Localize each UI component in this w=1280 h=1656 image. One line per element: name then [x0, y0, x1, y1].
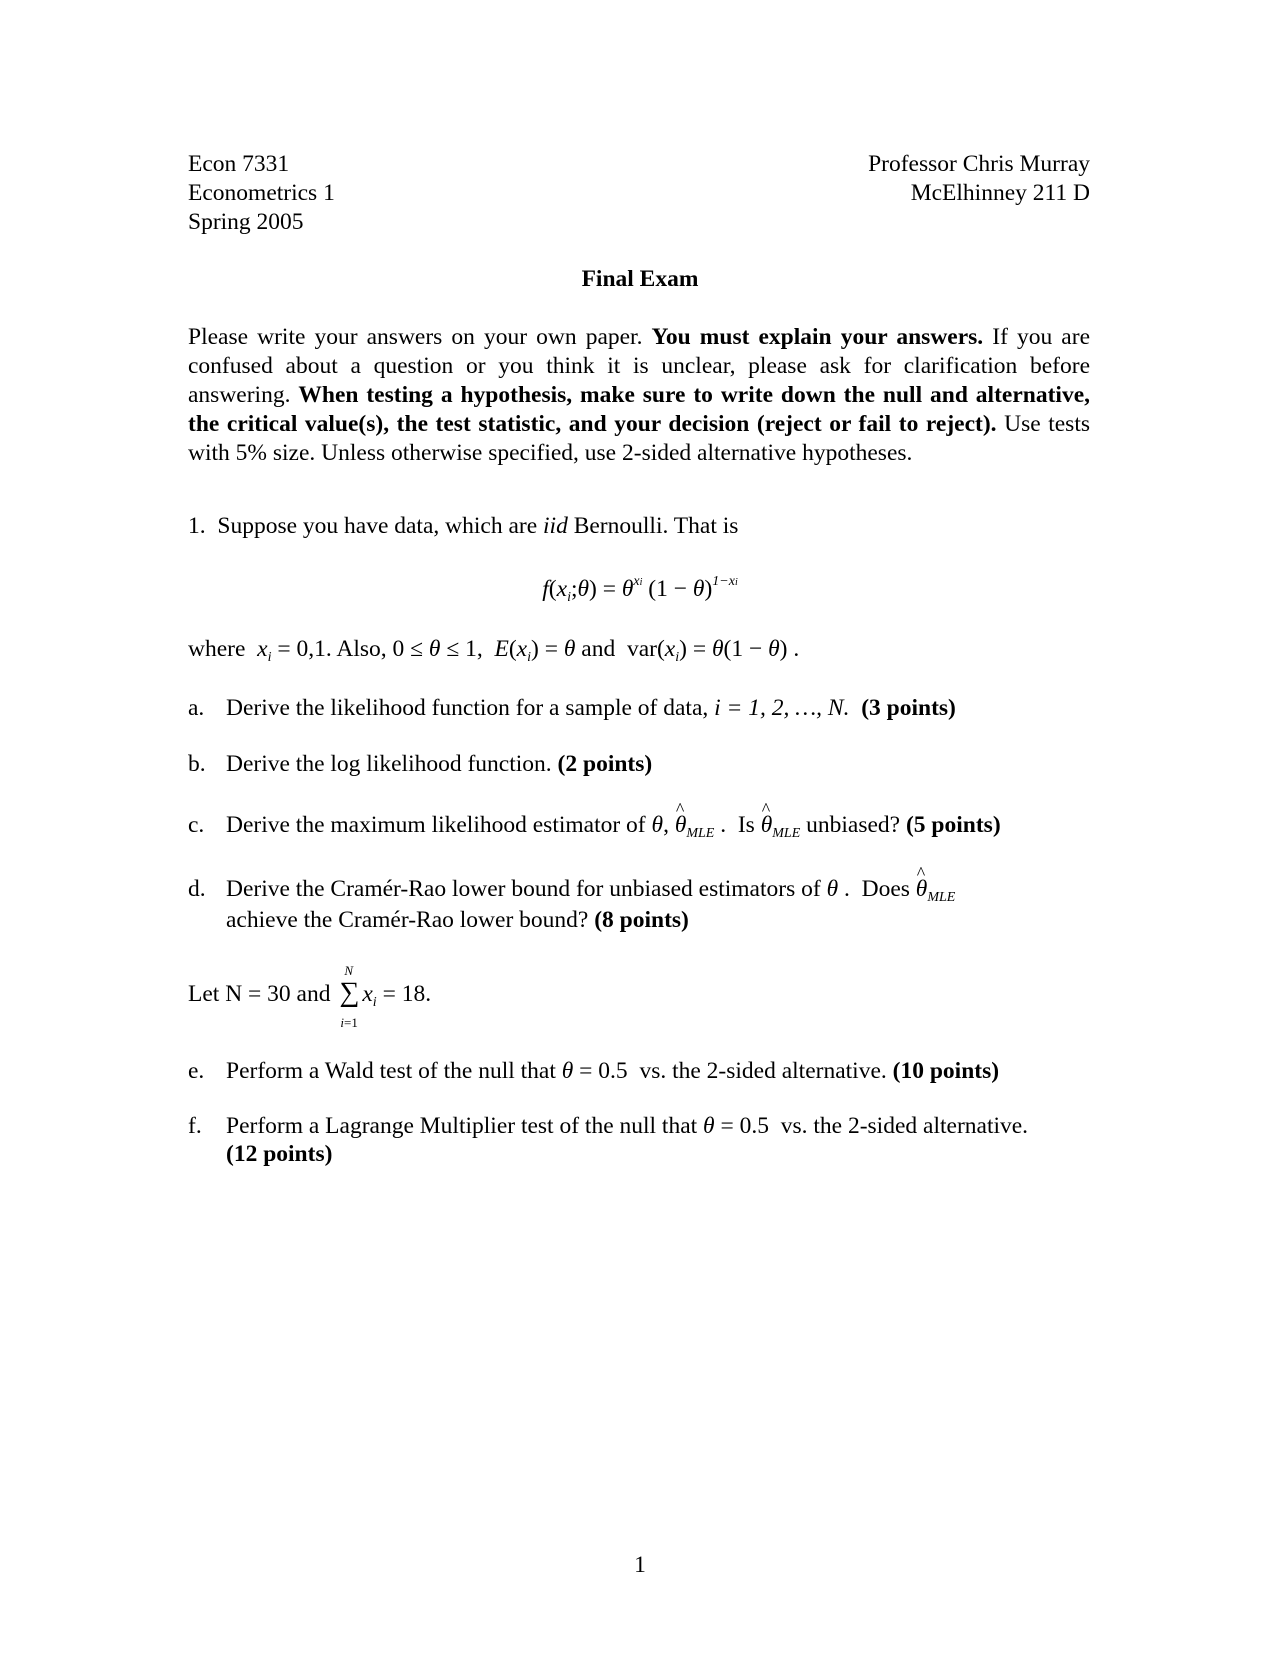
page-number: 1 — [634, 1552, 646, 1578]
part-d-points: (8 points) — [594, 907, 689, 933]
part-b — [188, 750, 652, 779]
part-f-points: (12 points) — [226, 1141, 333, 1167]
part-b-text: Derive the log likelihood function. — [226, 751, 558, 777]
instructor: Professor Chris Murray — [868, 151, 1090, 177]
part-d-text-c: achieve the Cramér-Rao lower bound? — [226, 907, 589, 933]
support-line: where $x_i = 0,1$. Also, 0 ≤ θ ≤ 1, $E(x_i) = \theta$ and $var(x_i) = \theta(1 - \theta)$ . — [188, 636, 800, 665]
part-b-points: (2 points) — [557, 751, 653, 777]
part-c-text-a: Derive the maximum likelihood estimator of — [226, 812, 652, 838]
part-c: c. Derive the maximum likelihood estimator of θ, ^ $\theta_{MLE}$ . Is ^ $\theta_{MLE}$ unbiased? (5 points) — [188, 811, 1001, 848]
part-e-points: (10 points) — [892, 1058, 1000, 1084]
also-text: Also, — [336, 636, 387, 662]
part-b-label: b. — [188, 751, 206, 777]
sum-symbol: ∑ N i=1 — [339, 963, 360, 1030]
page-title: Final Exam — [581, 266, 699, 292]
let-line: Let N = 30 and ∑ N i=1 $x_i = 18$. — [188, 963, 432, 1030]
let-n: N = 30 and — [225, 981, 331, 1007]
part-d-label: d. — [188, 876, 206, 902]
part-e: e. Perform a Wald test of the null that θ = 0.5 vs. the 2-sided alternative. (10 points) — [188, 1058, 1000, 1084]
q1-intro-iid: iid — [543, 513, 568, 539]
part-f-text-b: vs. the 2-sided alternative. — [780, 1113, 1029, 1139]
part-c-text-c: unbiased? — [806, 812, 901, 838]
part-d: d. Derive the Cramér-Rao lower bound for unbiased estimators of θ . Does ^ $\theta_{MLE}$ — [188, 875, 955, 912]
part-e-label: e. — [188, 1058, 205, 1084]
where-text: where — [188, 636, 246, 662]
office: McElhinney 211 D — [910, 180, 1090, 206]
part-c-points: (5 points) — [905, 812, 1001, 838]
instr-bold-1: You must explain your answers. — [651, 324, 984, 350]
instructions — [188, 323, 1090, 468]
header-left — [188, 150, 335, 237]
q1-intro-b: Bernoulli. That is — [567, 513, 739, 539]
part-f-continued — [226, 1140, 332, 1169]
part-d-continued — [226, 906, 689, 935]
part-d-text-a: Derive the Cramér-Rao lower bound for unbiased estimators of — [226, 876, 827, 902]
and-text: and — [581, 636, 616, 662]
pmf-equation: $f(x_i;\theta) = \theta^{xi}$ $(1 - \theta)^{1-xi}$ — [542, 574, 738, 605]
part-e-text-a: Perform a Wald test of the null that — [226, 1058, 556, 1084]
question-1-intro — [188, 512, 738, 541]
sum-value: = 18. — [382, 981, 432, 1007]
part-a-text: Derive the likelihood function for a sample of data, — [226, 695, 715, 721]
instr-text-2: If you are confused about a question or you think it is unclear, please ask for clarification before answering. — [188, 324, 1090, 408]
instr-text-3: Use tests with 5% size. Unless otherwise specified, use 2-sided alternative hypotheses. — [188, 411, 1090, 466]
instr-bold-2: When testing a hypothesis, make sure to write down the null and alternative, the critical value(s), the test statistic, and your decision (reject or fail to reject). — [188, 382, 1090, 437]
course-name: Econometrics 1 — [188, 180, 335, 206]
part-a-label: a. — [188, 695, 205, 721]
let-text: Let — [188, 981, 220, 1007]
course-number: Econ 7331 — [188, 151, 290, 177]
part-f: f. Perform a Lagrange Multiplier test of the null that θ = 0.5 vs. the 2-sided alternative. — [188, 1113, 1029, 1139]
header-right — [868, 150, 1090, 208]
part-a-points: (3 points) — [861, 695, 956, 721]
instr-text-1: Please write your answers on your own paper. — [188, 324, 652, 350]
part-c-label: c. — [188, 812, 205, 838]
part-d-text-b: Does — [861, 876, 910, 902]
part-c-text-b: Is — [737, 812, 755, 838]
q1-intro-a: Suppose you have data, which are — [217, 513, 544, 539]
part-f-label: f. — [188, 1113, 202, 1139]
part-a — [188, 694, 956, 723]
part-f-text-a: Perform a Lagrange Multiplier test of the null that — [226, 1113, 698, 1139]
part-e-text-b: vs. the 2-sided alternative. — [639, 1058, 887, 1084]
part-a-math: i = 1, 2, …, N. — [714, 695, 850, 721]
question-number: 1. — [188, 513, 206, 539]
term: Spring 2005 — [188, 209, 304, 235]
